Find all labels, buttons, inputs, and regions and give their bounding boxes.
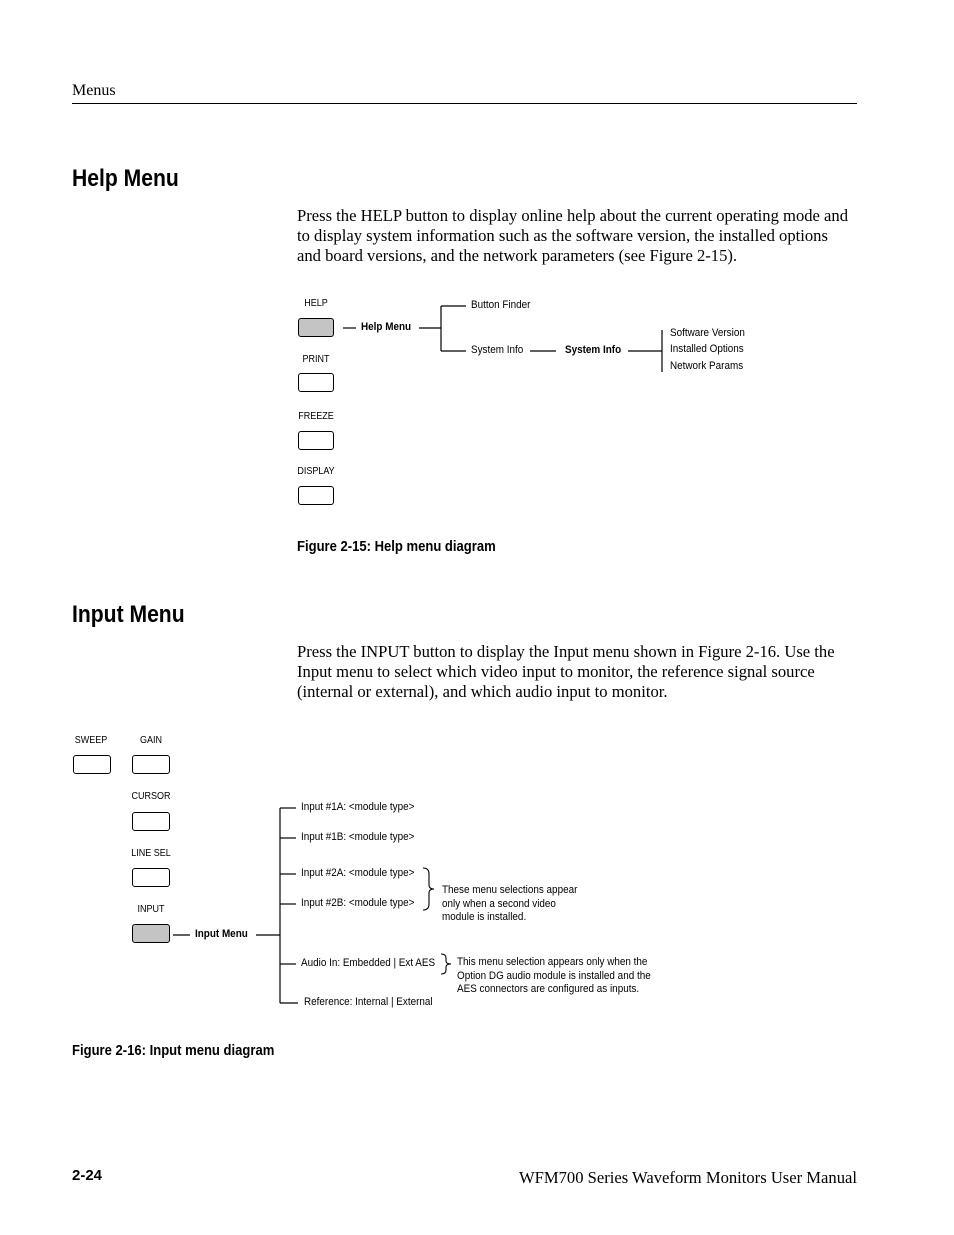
display-button-label: DISPLAY xyxy=(297,466,335,477)
help-button[interactable] xyxy=(298,318,334,337)
input-menu-label: Input Menu xyxy=(195,928,248,940)
input-button[interactable] xyxy=(132,924,170,943)
help-figure-caption: Figure 2-15: Help menu diagram xyxy=(297,539,496,555)
line-sel-button-label: LINE SEL xyxy=(131,848,171,859)
sweep-button[interactable] xyxy=(73,755,111,774)
help-menu-paragraph: Press the HELP button to display online help about the current operating mode and to display system information such as the software version, the installed options and board versions, and the network parameters (see Figure 2-15). xyxy=(297,206,849,265)
print-button-label: PRINT xyxy=(302,354,330,365)
cursor-button[interactable] xyxy=(132,812,170,831)
system-info-submenu-label: System Info xyxy=(565,344,622,356)
cursor-button-label: CURSOR xyxy=(131,791,171,802)
audio-module-note: This menu selection appears only when the Option DG audio module is installed and the AES connectors are configured as inputs. xyxy=(457,956,651,995)
help-button-label: HELP xyxy=(304,298,328,309)
help-menu-heading: Help Menu xyxy=(72,165,179,192)
sweep-button-label: SWEEP xyxy=(74,735,108,746)
print-button[interactable] xyxy=(298,373,334,392)
input-menu-paragraph: Press the INPUT button to display the Input menu shown in Figure 2-16. Use the Input menu to select which video input to monitor, the reference signal source (internal or external), and which audio input to monitor. xyxy=(297,642,835,701)
input-2b-item: Input #2B: <module type> xyxy=(301,897,415,909)
system-info-item: System Info xyxy=(471,344,524,356)
help-menu-label: Help Menu xyxy=(361,321,412,333)
input-figure-caption: Figure 2-16: Input menu diagram xyxy=(72,1043,275,1059)
video-module-note: These menu selections appear only when a second video module is installed. xyxy=(442,884,578,923)
software-version-item: Software Version xyxy=(670,327,745,339)
gain-button[interactable] xyxy=(132,755,170,774)
input-1b-item: Input #1B: <module type> xyxy=(301,831,415,843)
manual-title: WFM700 Series Waveform Monitors User Manual xyxy=(518,1168,857,1187)
input-1a-item: Input #1A: <module type> xyxy=(301,801,415,813)
input-2a-item: Input #2A: <module type> xyxy=(301,867,415,879)
button-finder-item: Button Finder xyxy=(471,299,531,311)
freeze-button-label: FREEZE xyxy=(298,411,334,422)
input-menu-heading: Input Menu xyxy=(72,601,185,628)
network-params-item: Network Params xyxy=(670,360,744,372)
freeze-button[interactable] xyxy=(298,431,334,450)
audio-in-item: Audio In: Embedded | Ext AES xyxy=(301,957,436,969)
page-number: 2-24 xyxy=(72,1167,103,1184)
line-sel-button[interactable] xyxy=(132,868,170,887)
gain-button-label: GAIN xyxy=(139,735,162,746)
running-header: Menus xyxy=(72,82,116,99)
display-button[interactable] xyxy=(298,486,334,505)
reference-item: Reference: Internal | External xyxy=(304,996,433,1008)
header-rule xyxy=(72,103,857,104)
installed-options-item: Installed Options xyxy=(670,343,744,355)
input-button-label: INPUT xyxy=(137,904,165,915)
